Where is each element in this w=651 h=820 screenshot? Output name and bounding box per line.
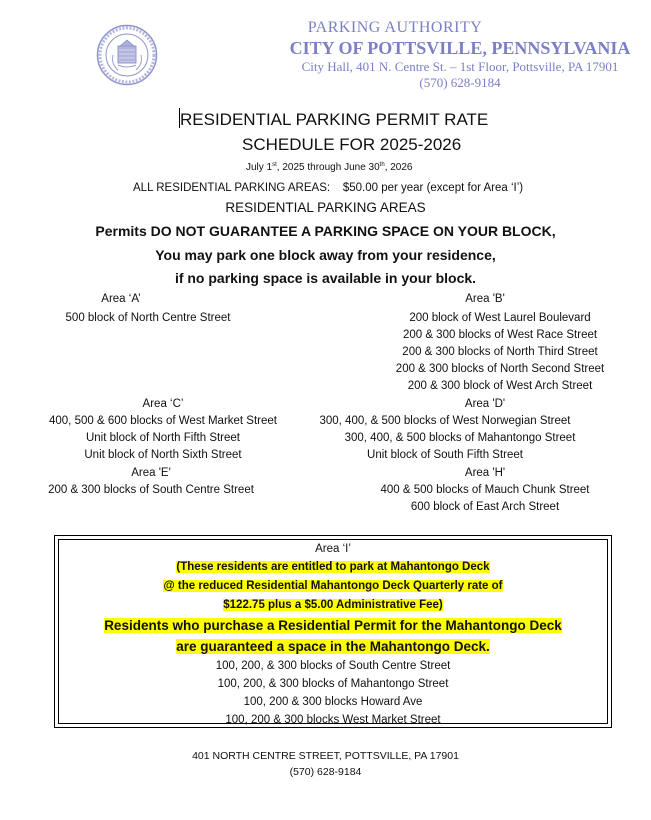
street-line: 200 block of West Laurel Boulevard [409,312,591,324]
dates-suffix: , 2026 [384,162,413,173]
area-i-guarantee-line1: Residents who purchase a Residential Permit for the Mahantongo Deck [104,618,562,633]
area-i-box [54,535,612,728]
street-line: 400 & 500 blocks of Mauch Chunk Street [380,484,590,496]
dates-prefix: July 1 [246,162,273,173]
all-areas-rate: ALL RESIDENTIAL PARKING AREAS: $50.00 per year (except for Area ‘I’) [133,182,524,194]
street-line: 200 & 300 blocks of North Third Street [402,346,598,358]
street-line: 100, 200, & 300 blocks of Mahantongo Street [217,678,449,690]
street-line: Unit block of South Fifth Street [367,449,523,461]
area-d-label: Area 'D' [464,398,506,410]
residential-areas-heading: RESIDENTIAL PARKING AREAS [225,200,426,215]
area-h [325,465,645,516]
area-a [0,291,254,308]
footer-phone: (570) 628-9184 [289,766,362,778]
area-a-streets [15,310,281,327]
area-i-deck-line2: @ the reduced Residential Mahantongo Deck Quarterly rate of [163,580,503,592]
street-line: Unit block of North Sixth Street [84,449,242,461]
dates-sup1: st [272,162,277,168]
street-line: 100, 200 & 300 blocks Howard Ave [243,696,423,708]
area-e-label: Area 'E' [131,467,171,479]
street-line: 300, 400, & 500 blocks of West Norwegian Street [319,415,571,427]
letterhead [200,18,631,91]
letterhead-org: PARKING AUTHORITY [307,19,483,36]
area-i-deck-line3: $122.75 plus a $5.00 Administrative Fee) [223,599,443,611]
footer [0,748,651,780]
area-i-content [55,540,611,729]
street-line: 500 block of North Centre Street [65,312,231,324]
area-h-label: Area 'H' [464,467,506,479]
letterhead-address: City Hall, 401 N. Centre St. – 1st Floor, Pottsville, PA 17901 [301,59,619,74]
notice-line1: Permits DO NOT GUARANTEE A PARKING SPACE ON YOUR BLOCK, [95,223,556,239]
area-i-label: Area ‘I’ [315,543,351,555]
street-line: 100, 200, & 300 blocks of South Centre Street [215,660,451,672]
street-line: 400, 500 & 600 blocks of West Market Street [49,415,277,427]
street-line: Unit block of North Fifth Street [85,432,241,444]
area-b-streets [340,310,651,395]
footer-address: 401 NORTH CENTRE STREET, POTTSVILLE, PA 17901 [192,750,459,762]
letterhead-city: CITY OF POTTSVILLE, PENNSYLVANIA [289,38,631,58]
dates-sup2: th [379,162,385,168]
area-e [18,465,284,499]
document-title-line1 [179,108,488,131]
area-c-label: Area ‘C’ [142,398,184,410]
area-b-label: Area 'B' [465,293,505,305]
street-line: 200 & 300 blocks of North Second Street [395,363,605,375]
title-line1-text: RESIDENTIAL PARKING PERMIT RATE [180,110,489,129]
street-line: 300, 400, & 500 blocks of Mahantongo Street [344,432,576,444]
street-line: 100, 200 & 300 blocks West Market Street [225,714,441,726]
street-line: 600 block of East Arch Street [410,501,560,513]
notice-line2: You may park one block away from your residence, [155,247,496,263]
street-line: 200 & 300 blocks of West Race Street [402,329,598,341]
permit-period [246,158,413,175]
area-c [30,396,296,464]
dates-mid: , 2025 through June 30 [276,162,380,173]
street-line: 200 & 300 blocks of South Centre Street [48,484,254,496]
document-title-line2: SCHEDULE FOR 2025-2026 [242,135,462,154]
city-seal-logo [96,24,158,86]
area-b [325,291,645,308]
letterhead-phone: (570) 628-9184 [419,75,501,90]
area-a-label: Area ‘A’ [101,293,141,305]
street-line: 200 & 300 block of West Arch Street [407,380,593,392]
area-i-guarantee-line2: are guaranteed a space in the Mahantongo Deck. [176,639,490,654]
area-d [285,396,605,464]
area-i-deck-line1: (These residents are entitled to park at Mahantongo Deck [176,561,490,573]
notice-line3: if no parking space is available in your block. [174,270,477,286]
